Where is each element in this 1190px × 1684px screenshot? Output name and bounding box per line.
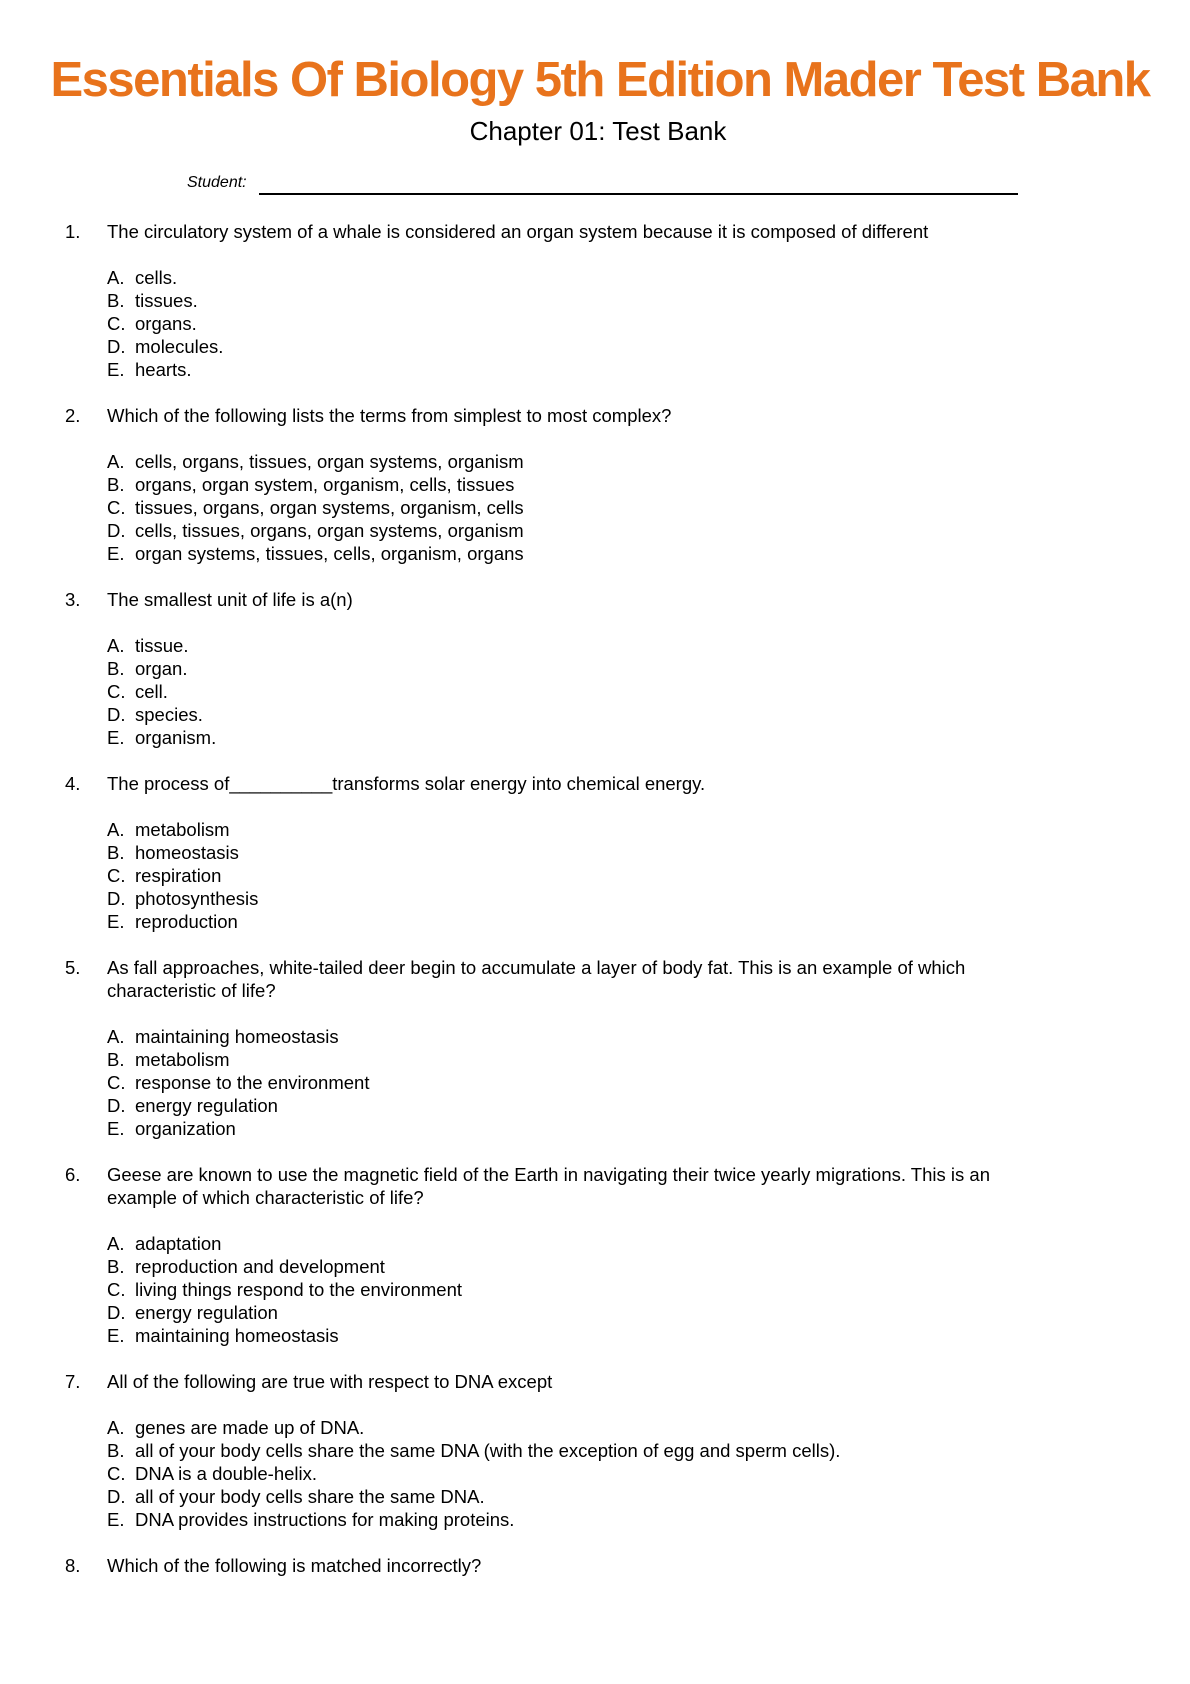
answer-option[interactable] — [107, 1048, 1190, 1071]
question-text: The smallest unit of life is a(n) — [107, 589, 353, 610]
option-letter: A. — [107, 1417, 125, 1438]
document-title: Essentials Of Biology 5th Edition Mader Test Bank — [50, 53, 1150, 107]
option-letter: B. — [107, 474, 125, 495]
option-text: tissues. — [135, 290, 198, 311]
question-list — [0, 220, 1190, 1600]
question-number: 7. — [65, 1371, 81, 1392]
option-text: organ systems, tissues, cells, organism, organs — [135, 543, 524, 564]
question-text: The circulatory system of a whale is considered an organ system because it is composed of different — [107, 221, 929, 242]
question-number: 1. — [65, 221, 81, 242]
question-text: All of the following are true with respect to DNA except — [107, 1371, 553, 1392]
option-letter: D. — [107, 1095, 126, 1116]
answer-option[interactable] — [107, 1439, 1190, 1462]
option-letter: B. — [107, 1440, 125, 1461]
option-letter: C. — [107, 1072, 126, 1093]
option-letter: A. — [107, 1233, 125, 1254]
option-text: living things respond to the environment — [135, 1279, 463, 1300]
answer-option[interactable] — [107, 864, 1190, 887]
answer-option[interactable] — [107, 703, 1190, 726]
answer-option[interactable] — [107, 312, 1190, 335]
answer-option[interactable] — [107, 910, 1190, 933]
question-number: 6. — [65, 1164, 81, 1185]
option-letter: E. — [107, 1509, 125, 1530]
option-letter: C. — [107, 1463, 126, 1484]
option-letter: D. — [107, 1302, 126, 1323]
option-text: genes are made up of DNA. — [135, 1417, 365, 1438]
answer-option[interactable] — [107, 542, 1190, 565]
answer-option[interactable] — [107, 1324, 1190, 1347]
option-letter: D. — [107, 1486, 126, 1507]
question-number: 3. — [65, 589, 81, 610]
answer-option[interactable] — [107, 289, 1190, 312]
question — [0, 772, 1190, 933]
option-text: response to the environment — [135, 1072, 370, 1093]
answer-option[interactable] — [107, 1485, 1190, 1508]
option-text: organization — [135, 1118, 236, 1139]
question — [0, 588, 1190, 749]
option-letter: E. — [107, 1325, 125, 1346]
answer-option[interactable] — [107, 634, 1190, 657]
option-letter: C. — [107, 865, 126, 886]
option-text: energy regulation — [135, 1095, 278, 1116]
option-text: all of your body cells share the same DNA (with the exception of egg and sperm cells). — [135, 1440, 841, 1461]
option-text: organ. — [135, 658, 188, 679]
option-letter: D. — [107, 520, 126, 541]
option-text: cells, tissues, organs, organ systems, organism — [135, 520, 524, 541]
option-letter: B. — [107, 290, 125, 311]
option-text: adaptation — [135, 1233, 222, 1254]
question-text: Which of the following is matched incorrectly? — [107, 1555, 482, 1576]
answer-option[interactable] — [107, 1278, 1190, 1301]
student-label: Student: — [187, 174, 247, 191]
option-letter: C. — [107, 681, 126, 702]
option-text: metabolism — [135, 1049, 230, 1070]
question — [0, 956, 1190, 1140]
option-letter: B. — [107, 1049, 125, 1070]
answer-option[interactable] — [107, 1301, 1190, 1324]
answer-option[interactable] — [107, 496, 1190, 519]
option-letter: B. — [107, 1256, 125, 1277]
option-letter: E. — [107, 359, 125, 380]
question-text: Geese are known to use the magnetic field of the Earth in navigating their twice yearly migrations. This is an example of which characteristic of life? — [107, 1164, 990, 1208]
answer-option[interactable] — [107, 473, 1190, 496]
option-letter: B. — [107, 842, 125, 863]
answer-option[interactable] — [107, 680, 1190, 703]
option-letter: D. — [107, 336, 126, 357]
option-text: hearts. — [135, 359, 192, 380]
option-text: homeostasis — [135, 842, 239, 863]
question-text: Which of the following lists the terms from simplest to most complex? — [107, 405, 672, 426]
question — [0, 404, 1190, 565]
option-text: maintaining homeostasis — [135, 1325, 339, 1346]
answer-option[interactable] — [107, 726, 1190, 749]
answer-option[interactable] — [107, 1508, 1190, 1531]
answer-option[interactable] — [107, 1255, 1190, 1278]
option-letter: A. — [107, 451, 125, 472]
answer-option[interactable] — [107, 1117, 1190, 1140]
option-text: reproduction and development — [135, 1256, 385, 1277]
option-letter: D. — [107, 704, 126, 725]
option-text: tissues, organs, organ systems, organism, cells — [135, 497, 524, 518]
option-letter: E. — [107, 1118, 125, 1139]
answer-option[interactable] — [107, 266, 1190, 289]
option-text: molecules. — [135, 336, 224, 357]
option-letter: E. — [107, 543, 125, 564]
option-text: maintaining homeostasis — [135, 1026, 339, 1047]
option-text: photosynthesis — [135, 888, 259, 909]
option-letter: C. — [107, 497, 126, 518]
answer-option[interactable] — [107, 1025, 1190, 1048]
question — [0, 220, 1190, 381]
answer-option[interactable] — [107, 1094, 1190, 1117]
answer-option[interactable] — [107, 358, 1190, 381]
chapter-subtitle: Chapter 01: Test Bank — [469, 116, 727, 146]
option-letter: E. — [107, 727, 125, 748]
answer-option[interactable] — [107, 450, 1190, 473]
answer-option[interactable] — [107, 335, 1190, 358]
option-text: respiration — [135, 865, 222, 886]
student-name-line[interactable] — [259, 193, 1018, 195]
answer-option[interactable] — [107, 887, 1190, 910]
question-number: 8. — [65, 1555, 81, 1576]
answer-option[interactable] — [107, 519, 1190, 542]
option-text: metabolism — [135, 819, 230, 840]
answer-option[interactable] — [107, 1071, 1190, 1094]
option-letter: B. — [107, 658, 125, 679]
option-text: energy regulation — [135, 1302, 278, 1323]
option-letter: C. — [107, 313, 126, 334]
option-letter: A. — [107, 267, 125, 288]
question — [0, 1554, 1190, 1577]
option-letter: A. — [107, 819, 125, 840]
question-number: 4. — [65, 773, 81, 794]
option-letter: E. — [107, 911, 125, 932]
question-number: 5. — [65, 957, 81, 978]
option-text: cell. — [135, 681, 168, 702]
option-text: species. — [135, 704, 203, 725]
option-text: cells. — [135, 267, 178, 288]
option-letter: C. — [107, 1279, 126, 1300]
answer-option[interactable] — [107, 1232, 1190, 1255]
option-letter: D. — [107, 888, 126, 909]
option-text: cells, organs, tissues, organ systems, organism — [135, 451, 524, 472]
option-letter: A. — [107, 1026, 125, 1047]
option-text: organism. — [135, 727, 217, 748]
option-letter: A. — [107, 635, 125, 656]
answer-option[interactable] — [107, 1462, 1190, 1485]
answer-option[interactable] — [107, 841, 1190, 864]
question — [0, 1370, 1190, 1531]
option-text: all of your body cells share the same DNA. — [135, 1486, 485, 1507]
question-text: As fall approaches, white-tailed deer begin to accumulate a layer of body fat. This is an example of which characteristic of life? — [107, 957, 966, 1001]
option-text: DNA provides instructions for making proteins. — [135, 1509, 515, 1530]
answer-option[interactable] — [107, 818, 1190, 841]
question-text: The process of__________transforms solar energy into chemical energy. — [107, 773, 706, 794]
option-text: organs. — [135, 313, 197, 334]
option-text: reproduction — [135, 911, 238, 932]
option-text: organs, organ system, organism, cells, tissues — [135, 474, 515, 495]
option-text: tissue. — [135, 635, 189, 656]
answer-option[interactable] — [107, 657, 1190, 680]
option-text: DNA is a double-helix. — [135, 1463, 318, 1484]
question-number: 2. — [65, 405, 81, 426]
question — [0, 1163, 1190, 1347]
answer-option[interactable] — [107, 1416, 1190, 1439]
